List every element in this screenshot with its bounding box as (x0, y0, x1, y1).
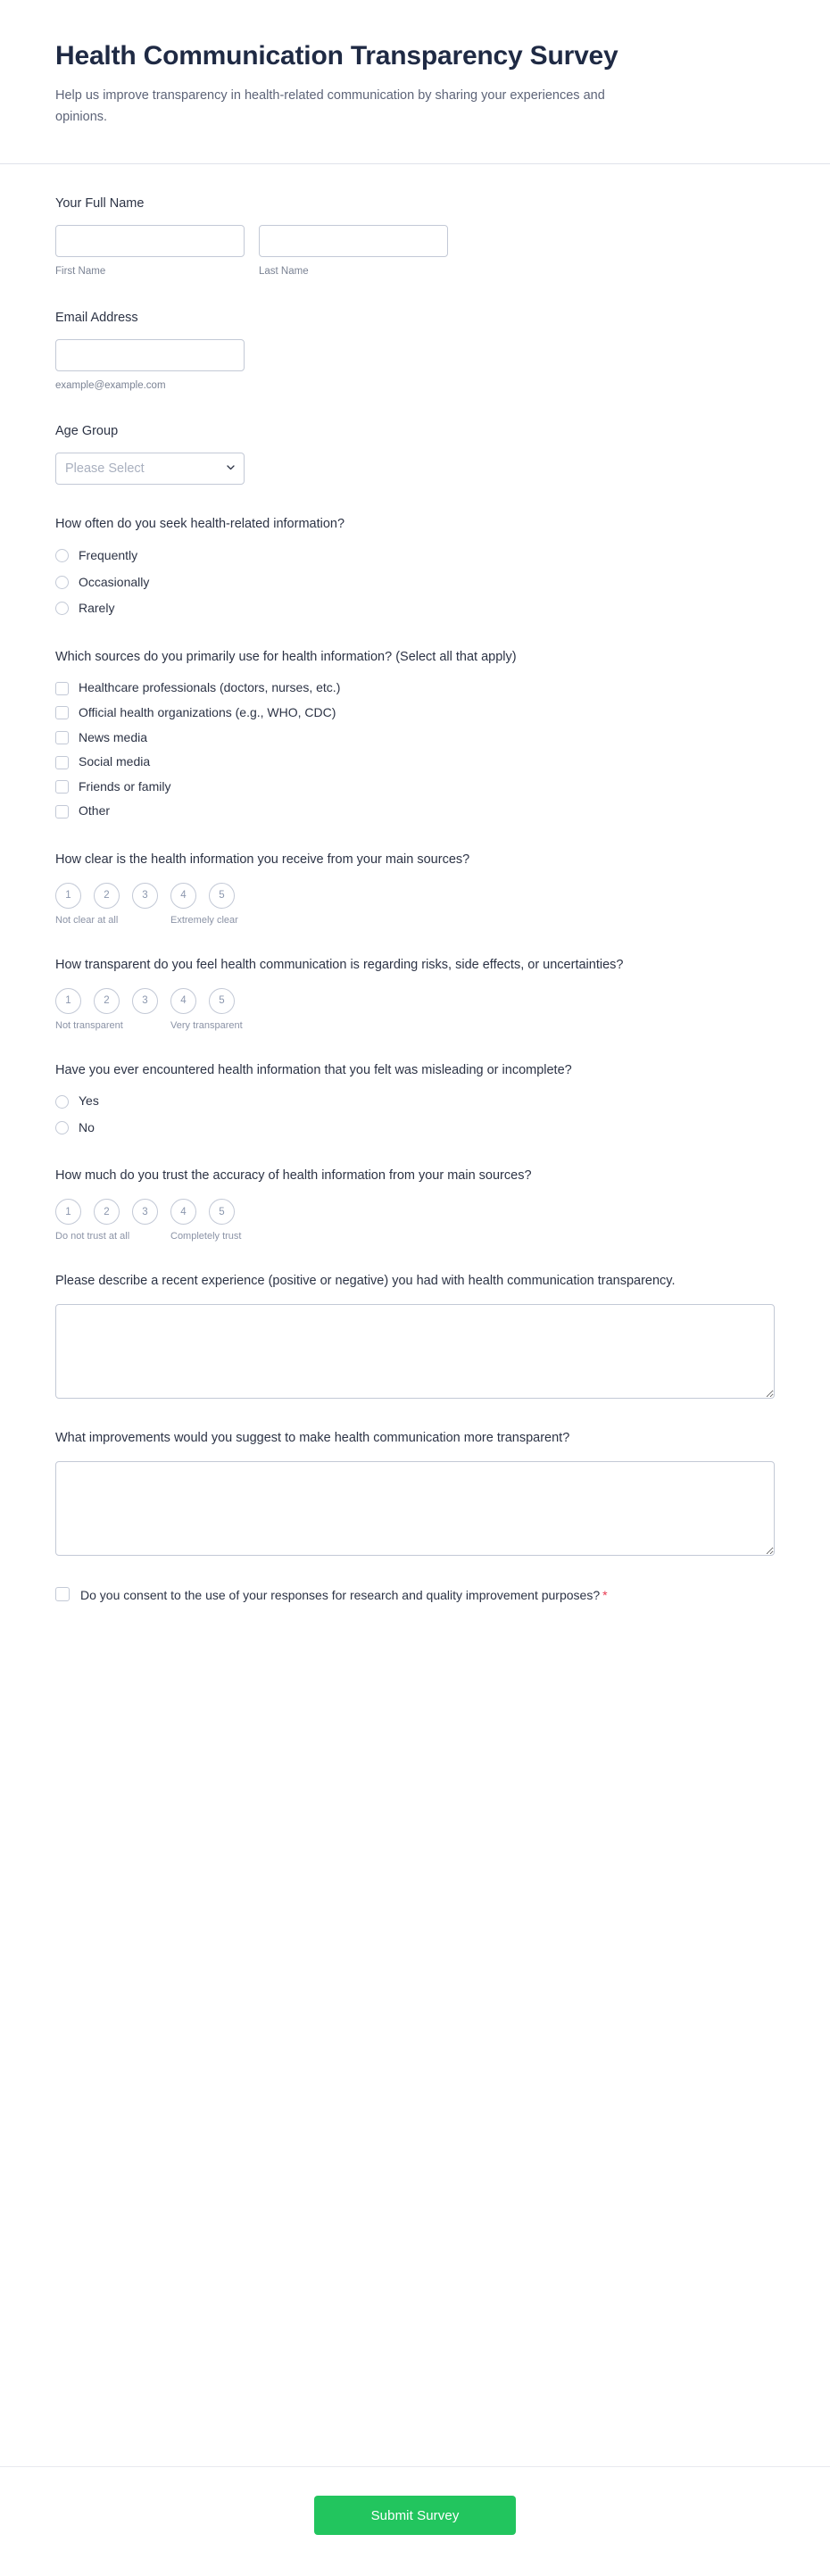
frequency-options (55, 547, 775, 618)
name-row (55, 225, 775, 278)
age-group-select[interactable]: Please Select (55, 453, 245, 485)
field-sources (55, 648, 775, 820)
option-label: Social media (79, 754, 151, 769)
field-trust-scale (55, 1167, 775, 1242)
sources-option-healthcare-professionals[interactable] (55, 679, 775, 697)
scale-option-4[interactable]: 4 (170, 883, 196, 909)
field-frequency (55, 515, 775, 618)
checkbox-icon[interactable] (55, 682, 69, 695)
sources-option-friends-or-family[interactable] (55, 778, 775, 796)
age-group-select-wrap (55, 453, 245, 485)
form-header (0, 0, 830, 164)
radio-icon[interactable] (55, 1121, 69, 1134)
email-input[interactable] (55, 339, 245, 371)
misleading-option-no[interactable] (55, 1119, 775, 1137)
misleading-option-yes[interactable] (55, 1093, 775, 1110)
scale-option-1[interactable]: 1 (55, 883, 81, 909)
experience-label: Please describe a recent experience (positive or negative) you had with health communication transparency. (55, 1274, 676, 1289)
field-experience (55, 1272, 775, 1399)
last-name-col (259, 225, 448, 278)
scale-high-label: Very transparent (170, 1019, 243, 1031)
radio-icon[interactable] (55, 549, 69, 562)
scale-option-2[interactable]: 2 (94, 988, 120, 1014)
trust-scale-label: How much do you trust the accuracy of health information from your main sources? (55, 1168, 532, 1184)
frequency-label: How often do you seek health-related information? (55, 517, 345, 532)
scale-option-2[interactable]: 2 (94, 1199, 120, 1225)
sources-option-news-media[interactable] (55, 729, 775, 747)
field-transparency-scale (55, 956, 775, 1031)
checkbox-icon[interactable] (55, 780, 69, 794)
field-clarity-scale (55, 851, 775, 926)
trust-scale-row (55, 1199, 775, 1225)
scale-option-2[interactable]: 2 (94, 883, 120, 909)
checkbox-icon[interactable] (55, 1587, 70, 1601)
consent-checkbox-row[interactable] (55, 1586, 662, 1606)
checkbox-icon[interactable] (55, 805, 69, 819)
field-full-name (55, 195, 775, 278)
checkbox-icon[interactable] (55, 706, 69, 719)
clarity-scale-row (55, 883, 775, 909)
scale-low-label: Do not trust at all (55, 1231, 130, 1242)
required-marker: * (602, 1587, 608, 1602)
sources-option-official-health-organizations[interactable] (55, 704, 775, 722)
option-label: Friends or family (79, 778, 171, 794)
option-label: No (79, 1119, 95, 1134)
field-improvements (55, 1429, 775, 1556)
sources-option-social-media[interactable] (55, 753, 775, 771)
age-group-label: Age Group (55, 424, 119, 439)
transparency-scale-row (55, 988, 775, 1014)
sources-label: Which sources do you primarily use for health information? (Select all that apply) (55, 649, 517, 664)
field-misleading (55, 1061, 775, 1137)
scale-option-4[interactable]: 4 (170, 1199, 196, 1225)
misleading-options (55, 1093, 775, 1136)
option-label: Rarely (79, 601, 115, 616)
field-email (55, 309, 775, 393)
scale-option-5[interactable]: 5 (209, 988, 235, 1014)
scale-high-label: Extremely clear (170, 914, 238, 926)
full-name-label: Your Full Name (55, 196, 145, 212)
scale-option-1[interactable]: 1 (55, 988, 81, 1014)
frequency-option-rarely[interactable] (55, 600, 775, 618)
misleading-label: Have you ever encountered health information that you felt was misleading or incomplete? (55, 1062, 572, 1077)
scale-option-1[interactable]: 1 (55, 1199, 81, 1225)
page-title: Health Communication Transparency Survey (55, 41, 618, 71)
scale-option-5[interactable]: 5 (209, 1199, 235, 1225)
checkbox-icon[interactable] (55, 731, 69, 744)
radio-icon[interactable] (55, 602, 69, 615)
option-label: Occasionally (79, 574, 150, 589)
checkbox-icon[interactable] (55, 756, 69, 769)
scale-option-4[interactable]: 4 (170, 988, 196, 1014)
field-age-group (55, 422, 775, 485)
scale-option-3[interactable]: 3 (132, 1199, 158, 1225)
form-body (0, 164, 830, 2466)
transparency-scale-label: How transparent do you feel health communication is regarding risks, side effects, or uncertainties? (55, 957, 624, 972)
email-label: Email Address (55, 310, 138, 325)
sources-option-other[interactable] (55, 802, 775, 820)
last-name-sublabel: Last Name (259, 265, 309, 277)
frequency-option-occasionally[interactable] (55, 574, 775, 592)
option-label: News media (79, 729, 148, 744)
improvements-label: What improvements would you suggest to make health communication more transparent? (55, 1430, 570, 1445)
email-sublabel: example@example.com (55, 379, 166, 391)
last-name-input[interactable] (259, 225, 448, 257)
option-label: Other (79, 803, 111, 819)
option-label: Healthcare professionals (doctors, nurses, etc.) (79, 680, 341, 695)
scale-low-label: Not transparent (55, 1019, 123, 1031)
scale-option-3[interactable]: 3 (132, 883, 158, 909)
option-label: Yes (79, 1093, 99, 1109)
transparency-scale-legend (55, 1020, 775, 1031)
scale-option-3[interactable]: 3 (132, 988, 158, 1014)
scale-high-label: Completely trust (170, 1231, 242, 1242)
option-label: Frequently (79, 547, 138, 562)
experience-textarea[interactable] (55, 1304, 775, 1399)
option-label: Official health organizations (e.g., WHO, CDC) (79, 705, 336, 720)
sources-options (55, 679, 775, 820)
first-name-col (55, 225, 245, 278)
clarity-scale-label: How clear is the health information you receive from your main sources? (55, 852, 470, 868)
clarity-scale-legend (55, 915, 775, 926)
improvements-textarea[interactable] (55, 1461, 775, 1556)
scale-option-5[interactable]: 5 (209, 883, 235, 909)
consent-label: Do you consent to the use of your responses for research and quality improvement purposes? (80, 1587, 601, 1602)
field-consent (55, 1586, 775, 1606)
frequency-option-frequently[interactable] (55, 547, 775, 565)
first-name-input[interactable] (55, 225, 245, 257)
page-subtitle: Help us improve transparency in health-related communication by sharing your experiences and opinions. (55, 88, 605, 124)
scale-low-label: Not clear at all (55, 914, 119, 926)
first-name-sublabel: First Name (55, 265, 106, 277)
radio-icon[interactable] (55, 576, 69, 589)
trust-scale-legend (55, 1231, 775, 1242)
submit-button[interactable]: Submit Survey (314, 2496, 516, 2535)
form-footer (0, 2466, 830, 2576)
radio-icon[interactable] (55, 1095, 69, 1109)
